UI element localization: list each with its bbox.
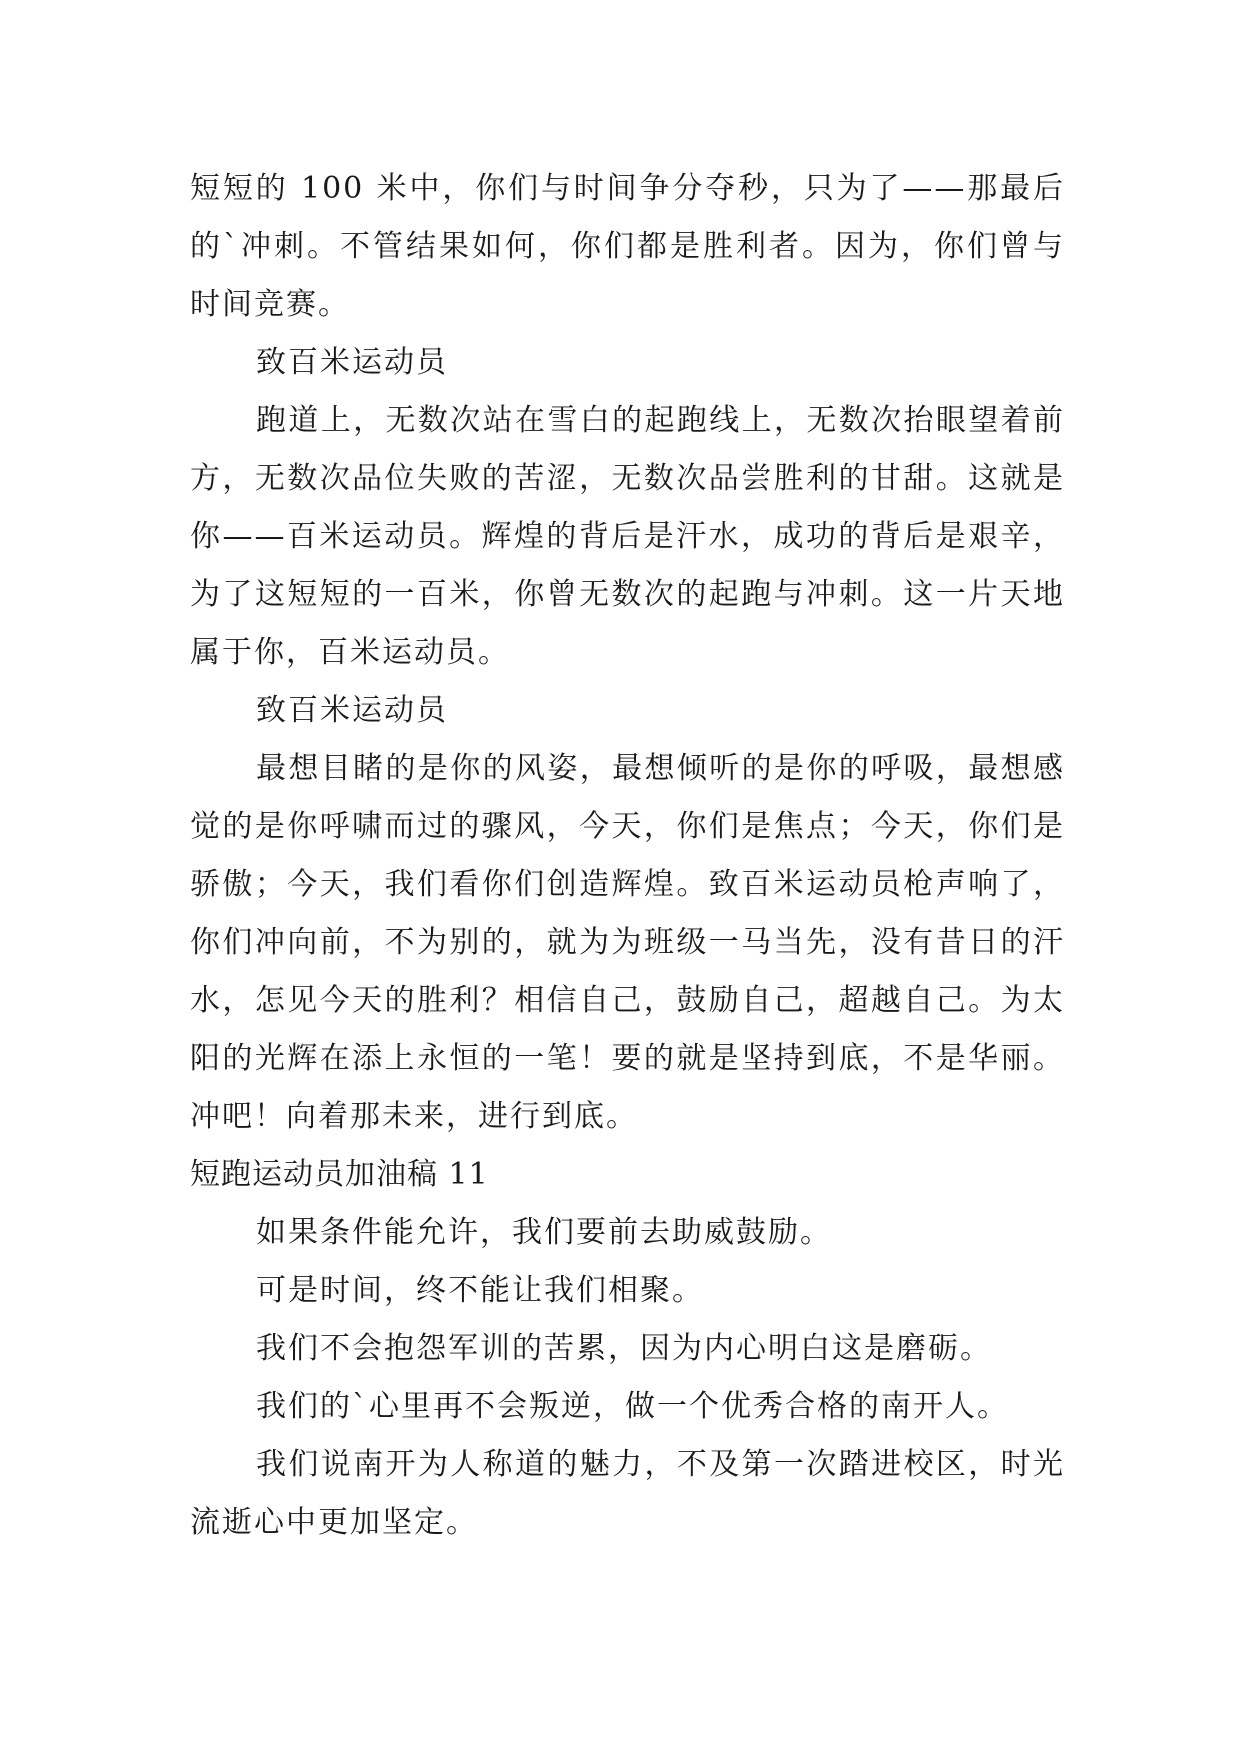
section-heading: 短跑运动员加油稿 11 [190, 1157, 489, 1192]
paragraph-style: 最想目睹的是你的风姿，最想倾听的是你的呼吸，最想感觉的是你呼啸而过的骤风，今天，你们是焦点；今天，你们是骄傲；今天，我们看你们创造辉煌。致百米运动员枪声响了，你们冲向前，不为别的，就为为班级一马当先，没有昔日的汗水，怎见今天的胜利？相信自己，鼓励自己，超越自己。为太阳的光辉在添上永恒的一笔！要的就是坚持到底，不是华丽。冲吧！向着那未来，进行到底。 [190, 751, 1065, 1134]
paragraph-subtitle-2: 致百米运动员 [256, 693, 448, 728]
section-paragraph: 如果条件能允许，我们要前去助威鼓励。 [256, 1215, 832, 1250]
section-paragraph: 可是时间，终不能让我们相聚。 [256, 1273, 704, 1308]
document-body [190, 160, 1065, 1552]
section-paragraph: 我们说南开为人称道的魅力，不及第一次踏进校区，时光流逝心中更加坚定。 [190, 1447, 1065, 1540]
paragraph-subtitle-1: 致百米运动员 [256, 345, 448, 380]
section-paragraph: 我们的`心里再不会叛逆，做一个优秀合格的南开人。 [256, 1389, 1009, 1424]
section-paragraph: 我们不会抱怨军训的苦累，因为内心明白这是磨砺。 [256, 1331, 992, 1366]
paragraph-intro: 短短的 100 米中，你们与时间争分夺秒，只为了——那最后的`冲刺。不管结果如何，你们都是胜利者。因为，你们曾与时间竞赛。 [190, 171, 1065, 322]
paragraph-track: 跑道上，无数次站在雪白的起跑线上，无数次抬眼望着前方，无数次品位失败的苦涩，无数次品尝胜利的甘甜。这就是你——百米运动员。辉煌的背后是汗水，成功的背后是艰辛，为了这短短的一百米，你曾无数次的起跑与冲刺。这一片天地属于你，百米运动员。 [190, 403, 1065, 670]
